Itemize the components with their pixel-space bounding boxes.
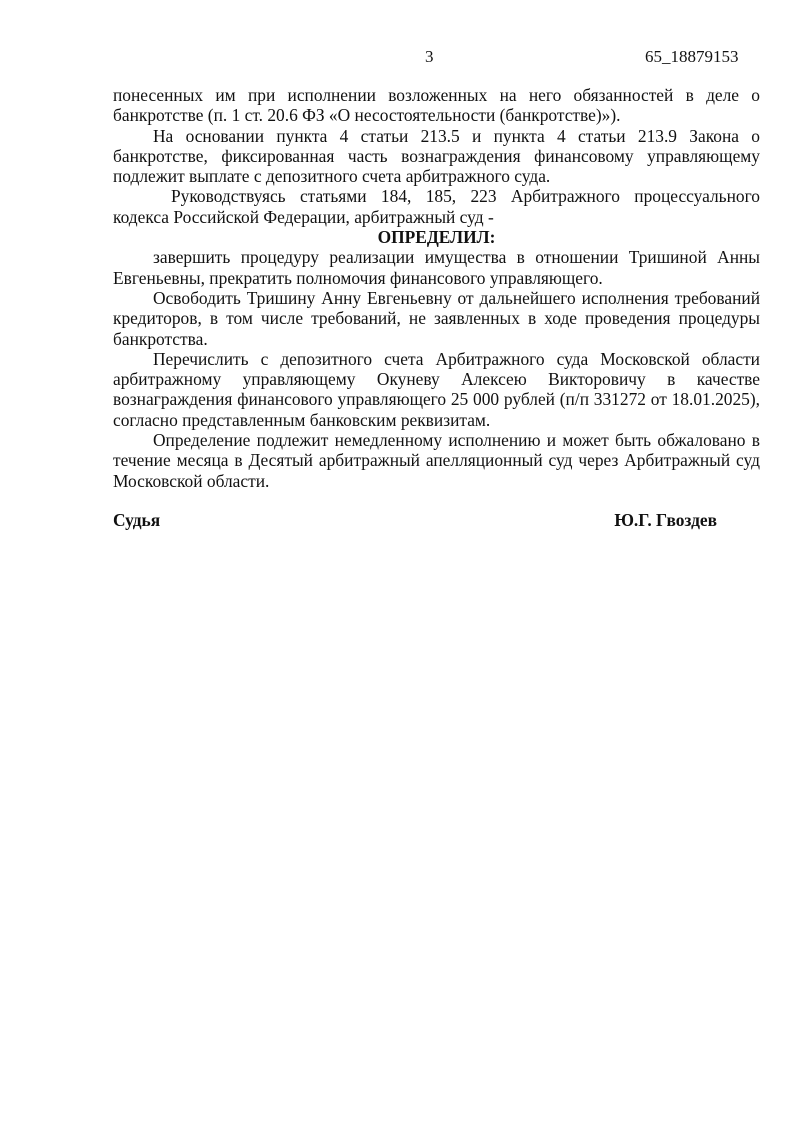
paragraph-appeal: Определение подлежит немедленному исполнению и может быть обжаловано в течение месяца в Десятый арбитражный апелляционный суд через Арбитражный суд Московской области. (113, 430, 760, 491)
paragraph-complete-procedure: завершить процедуру реализации имущества в отношении Тришиной Анны Евгеньевны, прекратить полномочия финансового управляющего. (113, 247, 760, 288)
document-body (113, 85, 760, 491)
paragraph-fee-basis: На основании пункта 4 статьи 213.5 и пункта 4 статьи 213.9 Закона о банкротстве, фиксированная часть вознаграждения финансовому управляющему подлежит выплате с депозитного счета арбитражного суда. (113, 125, 760, 187)
signature-role: Судья (113, 510, 161, 530)
paragraph-continuation: понесенных им при исполнении возложенных на него обязанностей в деле о банкротстве (п. 1 ст. 20.6 ФЗ «О несостоятельности (банкротстве)»). (113, 85, 760, 126)
paragraph-release-debtor: Освободить Тришину Анну Евгеньевну от дальнейшего исполнения требований кредиторов, в том числе требований, не заявленных в ходе проведения процедуры банкротства. (113, 287, 760, 349)
page-number: 3 (425, 47, 434, 66)
case-number: 65_18879153 (645, 47, 739, 66)
paragraph-guided-by: Руководствуясь статьями 184, 185, 223 Арбитражного процессуального кодекса Российской Федерации, арбитражный суд - (113, 186, 760, 227)
ruling-heading: ОПРЕДЕЛИЛ: (377, 227, 496, 248)
signature-name: Ю.Г. Гвоздев (614, 510, 717, 530)
paragraph-transfer-fee: Перечислить с депозитного счета Арбитражного суда Московской области арбитражному управляющему Окуневу Алексею Викторовичу в качестве вознаграждения финансового управляющего 25 000 рублей (п/п 331272 от 18.01.2025), согласно представленным банковским реквизитам. (113, 348, 760, 430)
